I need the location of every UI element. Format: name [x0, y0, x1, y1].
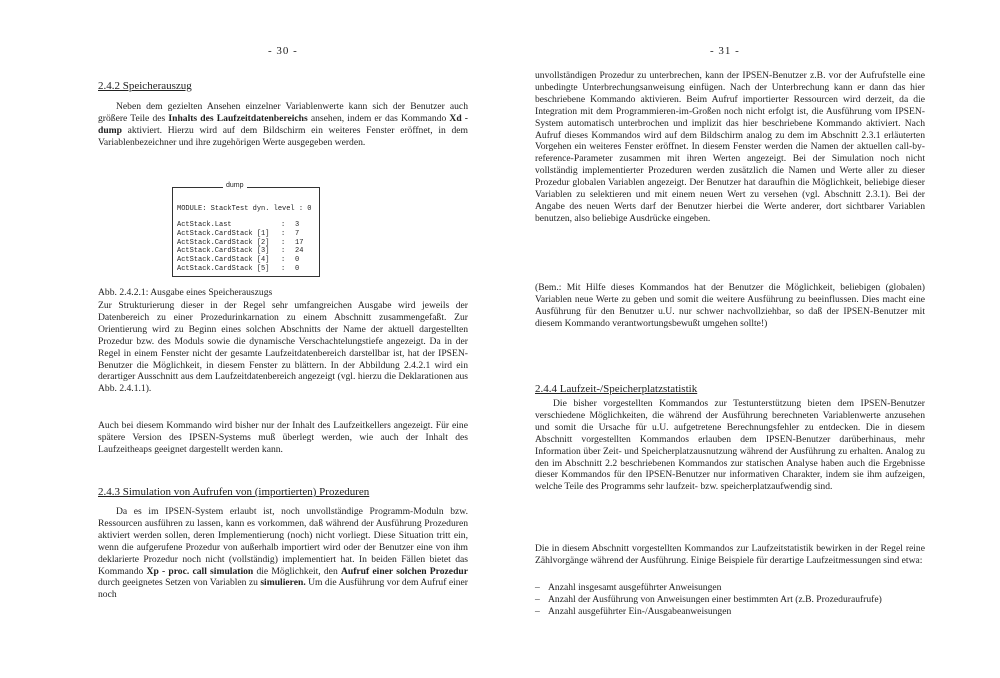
- paragraph-laufzeitmessungen: Die in diesem Abschnitt vorgestellten Kommandos zur Laufzeitstatistik bewirken in der Regel reine Zählvorgänge während der Ausführung. Einige Beispiele für derartige Laufzeitmessungen sind etwa:: [535, 543, 925, 566]
- list-item: – Anzahl der Ausführung von Anweisungen einer bestimmten Art (z.B. Prozeduraufrufe): [535, 594, 925, 606]
- dump-var-value: 3: [295, 221, 300, 229]
- dump-var-value: 24: [295, 247, 304, 256]
- paragraph-strukturierung: Zur Strukturierung dieser in der Regel sehr umfangreichen Ausgabe wird jeweils der Datenbereich zu einer Prozedurinkarnation zu einem Abschnitt zusammengefaßt. Zur Orientierung wird zu Beginn eines solchen Abschnitts der Name der aktuell dargestellten Prozedur bzw. des Moduls sowie die dynamische Verschachtelungstiefe angezeigt. Da in der Regel in einem Fenster nicht der gesamte Laufzeitdatenbereich darstellbar ist, hat der IPSEN-Benutzer die Möglichkeit, in diesem Fenster zu blättern. In der Abbildung 2.4.2.1 wird ein derartiger Ausschnitt aus dem Laufzeitdatenbereich angezeigt (vgl. hierzu die Deklarationen aus Abb. 2.4.1.1).: [98, 300, 468, 395]
- figure-caption: Abb. 2.4.2.1: Ausgabe eines Speicherauszugs: [98, 287, 273, 298]
- paragraph-laufzeitkeller: Auch bei diesem Kommando wird bisher nur der Inhalt des Laufzeitkellers angezeigt. Für eine spätere Version des IPSEN-Systems muß überlegt werden, wie auch der Inhalt des Laufzeitheaps geeignet dargestellt werden kann.: [98, 420, 468, 455]
- bold-term: Aufruf einer solchen Prozedur: [340, 565, 468, 577]
- dump-var-name: ActStack.CardStack [2]: [177, 238, 270, 247]
- text-run: durch geeignetes Setzen von Variablen zu: [98, 577, 261, 589]
- dump-separator: :: [281, 247, 286, 256]
- text-run: Neben dem gezielten Ansehen einzelner Variablenwerte kann sich der Benutzer auch größere Teile des: [98, 101, 468, 124]
- text-run: die Möglichkeit, den: [253, 565, 341, 577]
- page-number-left: - 30 -: [268, 45, 298, 57]
- dump-separator: :: [281, 238, 286, 247]
- section-heading-2-4-3: 2.4.3 Simulation von Aufrufen von (importierten) Prozeduren: [98, 486, 370, 498]
- section-heading-2-4-4: 2.4.4 Laufzeit-/Speicherplatzstatistik: [535, 383, 698, 395]
- dump-var-value: 17: [295, 238, 304, 247]
- text-run: aktiviert. Hierzu wird auf dem Bildschirm ein weiteres Fenster eröffnet, in dem Variablenbezeichner und ihre zugehörigen Werte ausgegeben werden.: [98, 124, 468, 148]
- dump-var-name: ActStack.CardStack [1]: [177, 229, 270, 238]
- page-number-right: - 31 -: [710, 45, 740, 57]
- dump-var-value: 0: [295, 264, 300, 273]
- dump-var-name: ActStack.CardStack [4]: [177, 256, 270, 265]
- dump-var-value: 0: [295, 256, 300, 265]
- text-run: Da es im IPSEN-System erlaubt ist, noch unvollständige Programm-Moduln bzw. Ressourcen ausführen zu lassen, kann es vorkommen, daß während der Ausführung Prozeduren aktiviert werden sollen, deren Implementierung (noch) nicht vorliegt. Diese Situation tritt ein, wenn die aufgerufene Prozedur von außerhalb importiert wird oder der Benutzer eine von ihm deklarierte Prozedur noch nicht (vollständig) implementiert hat. In beiden Fällen bietet das Kommando: [98, 506, 468, 577]
- section-heading-2-4-2: 2.4.2 Speicherauszug: [98, 80, 192, 92]
- dump-row: [177, 230, 315, 239]
- command-name: Xd - dump: [98, 112, 468, 136]
- dump-rows: [177, 221, 315, 274]
- list-item: – Anzahl insgesamt ausgeführter Anweisungen: [535, 582, 925, 594]
- text-run: ansehen, indem er das Kommando: [307, 112, 450, 124]
- dump-var-name: ActStack.CardStack [5]: [177, 264, 270, 273]
- paragraph-speicherauszug-intro: [98, 101, 468, 149]
- dump-row: [177, 247, 315, 256]
- paragraph-statistik-intro: Die bisher vorgestellten Kommandos zur Testunterstützung bieten dem IPSEN-Benutzer verschiedene Möglichkeiten, die während der Ausführung berechneten Variablenwerte anzusehen und somit die Ursache für u.U. aufgetretene Berechnungsfehler zu entdecken. Die in diesem Abschnitt vorgestellten Kommandos erlauben dem IPSEN-Benutzer darüberhinaus, mehr Information über Zeit- und Speicherplatzausnutzung während der Ausführung zu erhalten. Analog zu den im Abschnitt 2.2 beschriebenen Kommandos zur statischen Analyse haben auch die Ergebnisse dieser Kommandos für den IPSEN-Benutzer nur informativen Charakter, indem sie ihm aufzeigen, welche Teile des Programms sehr laufzeit- bzw. speicherplatzaufwendig sind.: [535, 398, 925, 493]
- dump-row: [177, 239, 315, 248]
- laufzeitmessungen-list: [535, 582, 925, 618]
- paragraph-unterbrechung: unvollständigen Prozedur zu unterbrechen, kann der IPSEN-Benutzer z.B. vor der Aufrufstelle eine unbedingte Unterbrechungsanweisung einfügen. Nach der Unterbrechung kann er dann das hier beschriebene Kommando aktivieren. Beim Aufruf importierter Ressourcen wird derzeit, da die Integration mit dem Programmieren-im-Großen noch nicht erfolgt ist, die Ausführung vom IPSEN-System automatisch unterbrochen und implizit das hier beschriebene Kommando aktiviert. Nach Aufruf dieses Kommandos wird auf dem Bildschirm analog zu dem im Abschnitt 2.3.1 erläuterten Vorgehen ein weiteres Fenster eröffnet. In diesem Fenster werden die Namen der aktuellen call-by-reference-Parameter zusammen mit ihren Werten angezeigt. Bei der Simulation noch nicht vollständig implementierter Prozeduren werden zusätzlich die Namen und Werte aller zu dieser Prozedur globalen Variablen angezeigt. Der Benutzer hat daraufhin die Möglichkeit, beliebige dieser Variablen zu selektieren und mit einem neuen Wert zu versehen (vgl. Abschnitt 2.3.1). Bei der Angabe des neuen Werts darf der Benutzer hierbei die Werte anderer, dort sichtbarer Variablen benutzen, also beliebige Ausdrücke eingeben.: [535, 70, 925, 224]
- dump-row: [177, 221, 315, 230]
- command-name: Xp - proc. call simulation: [146, 565, 254, 577]
- list-item: – Anzahl ausgeführter Ein-/Ausgabeanweisungen: [535, 606, 925, 618]
- dump-row: [177, 256, 315, 265]
- bold-term: simulieren.: [260, 577, 306, 589]
- dump-var-name: ActStack.CardStack [3]: [177, 247, 270, 256]
- dump-module-line: MODULE: StackTest dyn. level : 0: [177, 205, 312, 213]
- paragraph-bemerkung: (Bem.: Mit Hilfe dieses Kommandos hat der Benutzer die Möglichkeit, beliebigen (globalen) Variablen neue Werte zu geben und somit die weitere Ausführung zu beeinflussen. Dies macht eine Ausführung für den Benutzer u.U. nur schwer nachvollziehbar, so daß der IPSEN-Benutzer mit diesem Kommando verantwortungsbewußt umgehen sollte!): [535, 282, 925, 329]
- dump-separator: :: [281, 264, 286, 273]
- dump-separator: :: [281, 256, 286, 265]
- paragraph-simulation: [98, 506, 468, 601]
- dump-separator: :: [281, 229, 286, 238]
- text-run: Um die Ausführung vor dem Aufruf einer noch: [98, 577, 468, 601]
- dump-window: [172, 182, 320, 277]
- dump-window-title: dump: [223, 182, 247, 191]
- dump-var-value: 7: [295, 229, 300, 238]
- dump-separator: :: [281, 221, 286, 229]
- dump-var-name: ActStack.Last: [177, 221, 232, 229]
- bold-term: Inhalts des Laufzeitdatenbereichs: [168, 112, 308, 124]
- dump-row: [177, 265, 315, 274]
